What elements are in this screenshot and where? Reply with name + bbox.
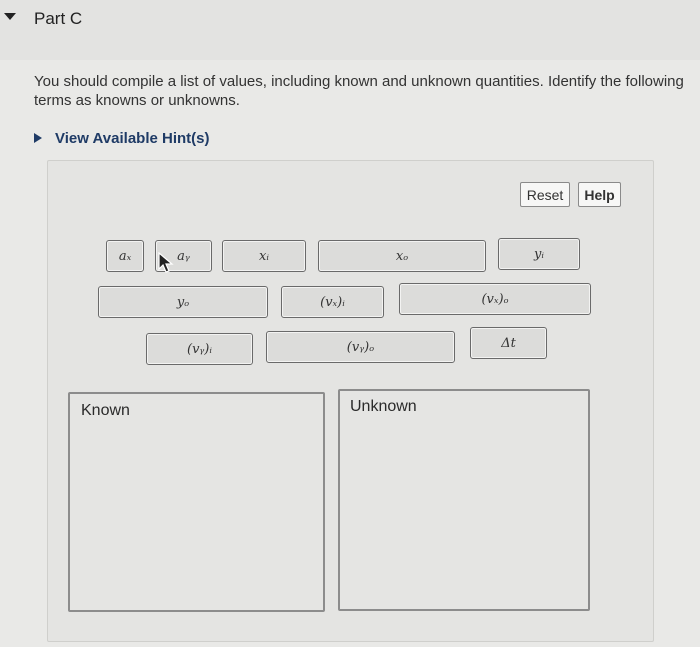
- view-hints-link[interactable]: View Available Hint(s): [55, 130, 210, 147]
- tile-ay[interactable]: aᵧ: [155, 240, 212, 272]
- tile-vyi[interactable]: (vᵧ)ᵢ: [146, 333, 253, 365]
- tile-vyf[interactable]: (vᵧ)ₒ: [266, 331, 455, 363]
- help-button[interactable]: Help: [578, 182, 621, 207]
- part-title: Part C: [34, 9, 83, 28]
- mouse-cursor-icon: [158, 252, 174, 274]
- reset-button[interactable]: Reset: [520, 182, 570, 207]
- tile-xi[interactable]: xᵢ: [222, 240, 306, 272]
- tile-ax[interactable]: aₓ: [106, 240, 144, 272]
- tile-yi[interactable]: yᵢ: [498, 238, 580, 270]
- tile-vxf[interactable]: (vₓ)ₒ: [399, 283, 591, 315]
- part-header-band: [0, 0, 700, 60]
- caret-right-icon[interactable]: [34, 133, 42, 143]
- unknown-label: Unknown: [350, 398, 417, 415]
- known-label: Known: [81, 402, 130, 419]
- tile-delta-t[interactable]: Δt: [470, 327, 547, 359]
- known-drop-zone[interactable]: [68, 392, 325, 612]
- tile-vxi[interactable]: (vₓ)ᵢ: [281, 286, 384, 318]
- tile-yf[interactable]: yₒ: [98, 286, 268, 318]
- tile-xf[interactable]: xₒ: [318, 240, 486, 272]
- caret-down-icon[interactable]: [4, 13, 16, 20]
- instructions-text: You should compile a list of values, including known and unknown quantities. Identify the following terms as knowns or unknowns.: [34, 73, 684, 109]
- unknown-drop-zone[interactable]: [338, 389, 590, 611]
